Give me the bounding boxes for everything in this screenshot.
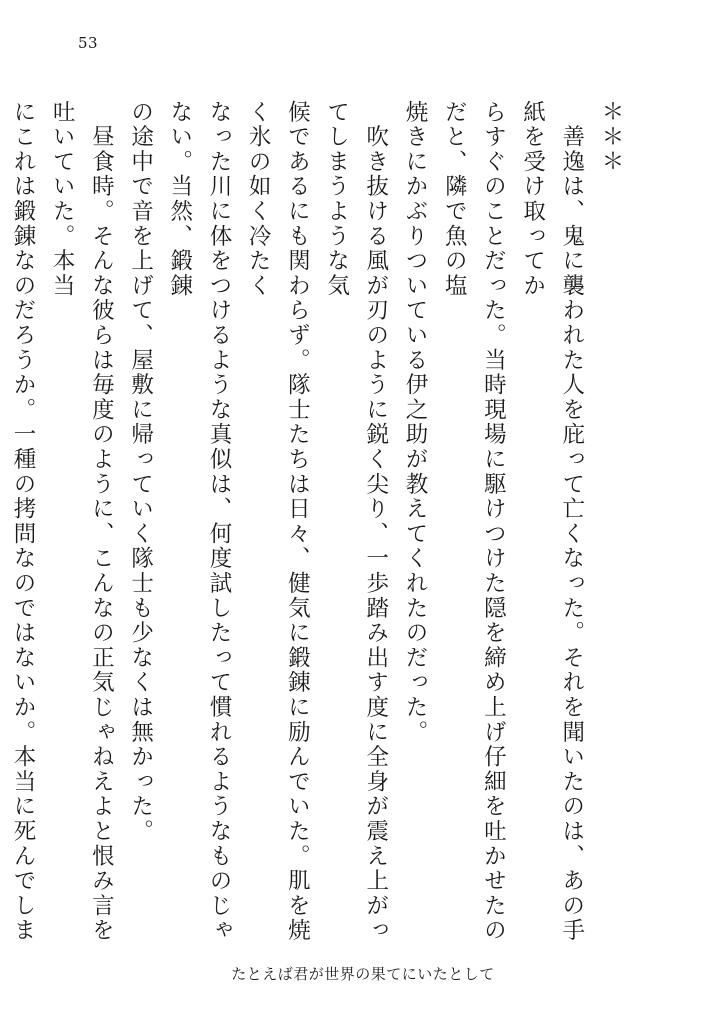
book-title-footer: たとえば君が世界の果てにいたとして <box>231 965 495 983</box>
body-text: ＊＊＊ 善逸は、鬼に襲われた人を庇って亡くなった。それを聞いたのは、あの手紙を受け取ってか らすぐのことだった。当時現場に駆けつけた隠を締め上げ仔細を吐かせたのだと、隣で魚の塩 焼きにかぶりついている伊之助が教えてくれたのだった。 吹き抜ける風が刃のように鋭く尖り、一歩踏み出す度に全身が震え上がってしまうような気 候であるにも関わらず。隊士たちは日々、健気に鍛錬に励んでいた。肌を焼く氷の如く冷たく なった川に体をつけるような真似は、何度試したって慣れるようなものじゃない。当然、鍛錬 の途中で音を上げて、屋敷に帰っていく隊士も少なくは無かった。 昼食時。そんな彼らは毎度のように、こんなの正気じゃねえよと恨み言を吐いていた。本当 にこれは鍛錬なのだろうか。一種の拷問なのではないか。本当に死んでしま <box>9 100 624 944</box>
page-number: 53 <box>78 34 99 52</box>
